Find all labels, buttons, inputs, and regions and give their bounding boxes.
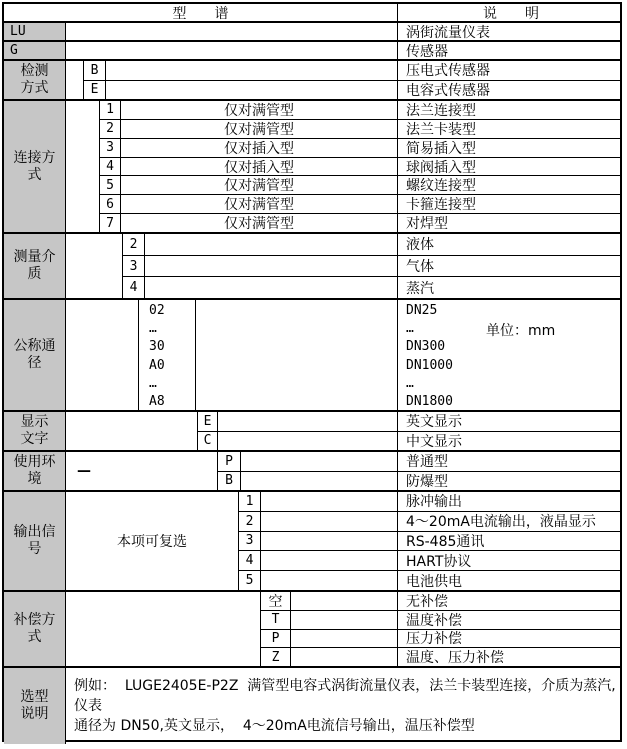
table-header-row [4,4,620,23]
note-cell [261,532,398,551]
desc-cell: 电容式传感器 [406,82,490,99]
diameter-code: A8 [149,393,165,409]
diameter-code: 30 [149,339,165,355]
section-label-line2: 质 [27,266,42,282]
note-cell: 仅对满管型 [121,195,398,213]
desc-cell: 中文显示 [406,433,462,450]
table-row [84,81,620,100]
diameter-desc-list [398,300,624,410]
section-label-line2: 径 [27,355,42,371]
hyphen-cell: — [66,452,218,490]
code-cell: 1 [100,101,121,119]
empty-cell [196,300,398,410]
section-label-line1: 显示 [20,414,49,430]
code-cell-g: G [4,42,66,59]
table-row [100,195,620,214]
note-cell: 仅对满管型 [121,214,398,232]
note-cell: 仅对满管型 [121,120,398,138]
section-nominal-diameter [4,300,620,412]
section-compensation-method [4,592,620,668]
empty-cell [66,23,398,40]
code-cell: B [84,61,106,80]
desc-cell: 法兰卡装型 [406,121,476,138]
desc-cell: 简易插入型 [406,140,476,157]
code-cell: 3 [123,256,145,277]
table-row [123,277,620,298]
diameter-desc: DN25 [406,303,438,318]
diameter-desc: DN1000 [406,357,453,373]
table-row [100,120,620,139]
note-cell [241,472,398,491]
diameter-desc: … [406,375,414,391]
desc-cell: 球阀插入型 [406,159,476,176]
table-row [123,256,620,278]
desc-cell: 传感器 [406,43,448,60]
section-label-line1: 测量介 [13,249,56,265]
table-row [100,214,620,232]
merged-spacer-cell [66,61,84,99]
note-cell: 仅对满管型 [121,101,398,119]
desc-cell: 法兰连接型 [406,102,476,119]
merged-spacer-cell [66,412,198,450]
section-label-line1: 检测 [20,63,49,79]
code-cell: 1 [239,492,261,511]
desc-cell: 蒸汽 [406,280,434,297]
note-cell [145,256,398,277]
desc-cell: 螺纹连接型 [406,178,476,195]
desc-cell: 电池供电 [406,573,462,590]
desc-cell: 4～20mA电流输出，液晶显示 [406,514,596,531]
merged-spacer-cell [66,592,261,666]
desc-cell: 温度、压力补偿 [406,650,504,667]
section-measured-medium [4,234,620,300]
code-cell: T [261,611,291,629]
section-label-line1: 选型 [20,689,49,705]
code-cell: E [198,412,218,431]
code-cell: 5 [239,571,261,590]
code-cell: E [84,81,106,100]
note-cell [291,592,398,610]
example-text-line1: 例如： LUGE2405E-P2Z 满管型电容式涡街流量仪表，法兰卡装型连接，介质为蒸汽,仪表 [74,678,616,714]
desc-cell: 普通型 [406,454,448,471]
table-row [261,630,620,649]
section-display-language [4,412,620,452]
code-cell: P [261,630,291,648]
code-cell: 2 [100,120,121,138]
desc-cell: 无补偿 [406,593,448,610]
desc-cell: 压力补偿 [406,631,462,648]
table-row [261,611,620,630]
diameter-desc: … [406,321,414,337]
code-cell: P [218,452,241,471]
note-cell [106,81,398,100]
desc-cell: 脉冲输出 [406,494,462,511]
merged-spacer-cell [66,300,139,410]
code-cell: 3 [239,532,261,551]
note-cell [291,648,398,666]
section-label-line2: 式 [27,166,42,183]
code-cell: 5 [100,176,121,194]
desc-cell: HART协议 [406,553,472,570]
section-connection-method [4,101,620,234]
section-label [4,101,66,232]
row-lu [4,23,620,42]
diameter-code: A0 [149,357,165,373]
note-cell [218,432,398,451]
section-label [4,668,66,744]
section-label-line1: 连接方 [13,149,56,166]
diameter-desc: DN1800 [406,393,453,409]
merged-spacer-cell [66,234,123,298]
section-label [4,234,66,298]
header-type-spectrum: 型 谱 [4,4,398,21]
table-row [239,492,620,512]
note-cell [291,611,398,629]
diameter-desc: DN300 [406,339,446,355]
note-cell: 仅对插入型 [121,158,398,176]
unit-note: 单位：mm [486,323,556,339]
diameter-code: 02 [149,303,165,318]
note-cell: 仅对满管型 [121,176,398,194]
desc-cell: 英文显示 [406,414,462,431]
table-row [198,412,620,432]
empty-cell [66,42,398,59]
code-cell: 2 [239,512,261,531]
table-row [261,648,620,666]
desc-cell: 防爆型 [406,473,448,490]
section-label-line2: 境 [27,471,42,487]
table-row [239,571,620,590]
code-cell: 7 [100,214,121,232]
table-row [100,158,620,177]
multi-select-note-cell: 本项可复选 [66,492,239,590]
table-row [123,234,620,256]
note-cell [261,551,398,570]
table-row [239,512,620,532]
table-row [261,592,620,611]
section-label-line2: 文字 [20,431,49,447]
note-cell [261,571,398,590]
row-g [4,42,620,61]
desc-cell: 温度补偿 [406,612,462,629]
table-row [100,139,620,158]
example-text [66,668,624,744]
code-cell: 4 [239,551,261,570]
section-label [4,300,66,410]
section-detection-method [4,61,620,101]
section-label-line1: 使用环 [13,454,56,470]
section-label-line2: 式 [27,629,42,645]
desc-cell: 涡街流量仪表 [406,24,490,41]
note-cell [145,234,398,255]
table-row [218,452,620,472]
section-output-signal [4,492,620,592]
section-label [4,592,66,666]
section-environment [4,452,620,492]
code-cell-lu: LU [4,23,66,40]
note-cell [241,452,398,471]
code-cell: C [198,432,218,451]
section-label-line2: 方式 [20,80,49,96]
diameter-code: … [149,375,157,391]
desc-cell: 压电式传感器 [406,63,490,80]
section-label [4,61,66,99]
code-cell: 4 [123,277,145,298]
code-cell: 空 [261,592,291,610]
section-label [4,492,66,590]
table-row [100,176,620,195]
table-row [198,432,620,451]
table-row [239,532,620,552]
example-text-line2: 通径为 DN50,英文显示， 4～20mA电流信号输出，温压补偿型 [74,718,475,734]
section-label-line1: 补偿方 [13,612,56,628]
merged-spacer-cell [66,101,100,232]
section-label-line2: 说明 [20,706,49,722]
table-row [218,472,620,491]
desc-cell: 卡箍连接型 [406,197,476,214]
note-cell: 仅对插入型 [121,139,398,157]
code-cell: Z [261,648,291,666]
code-cell: 4 [100,158,121,176]
diameter-code-list [139,300,196,410]
code-cell: 6 [100,195,121,213]
section-selection-example [4,668,620,744]
desc-cell: RS-485通讯 [406,534,485,550]
section-label-line1: 公称通 [13,338,56,354]
code-cell: B [218,472,241,491]
section-label [4,452,66,490]
header-description: 说 明 [483,5,539,22]
section-label-line1: 输出信 [13,524,56,540]
table-row [100,101,620,120]
note-cell [145,277,398,298]
code-cell: 2 [123,234,145,255]
desc-cell: 液体 [406,237,434,254]
section-label [4,412,66,450]
note-cell [218,412,398,431]
table-row [84,61,620,81]
desc-cell: 对焊型 [406,216,448,233]
section-label-line2: 号 [27,541,42,557]
note-cell [261,492,398,511]
table-row [239,551,620,571]
note-cell [106,61,398,80]
model-spectrum-table [2,2,622,742]
note-cell [261,512,398,531]
note-cell [291,630,398,648]
desc-cell: 气体 [406,259,434,275]
diameter-code: … [149,321,157,337]
code-cell: 3 [100,139,121,157]
